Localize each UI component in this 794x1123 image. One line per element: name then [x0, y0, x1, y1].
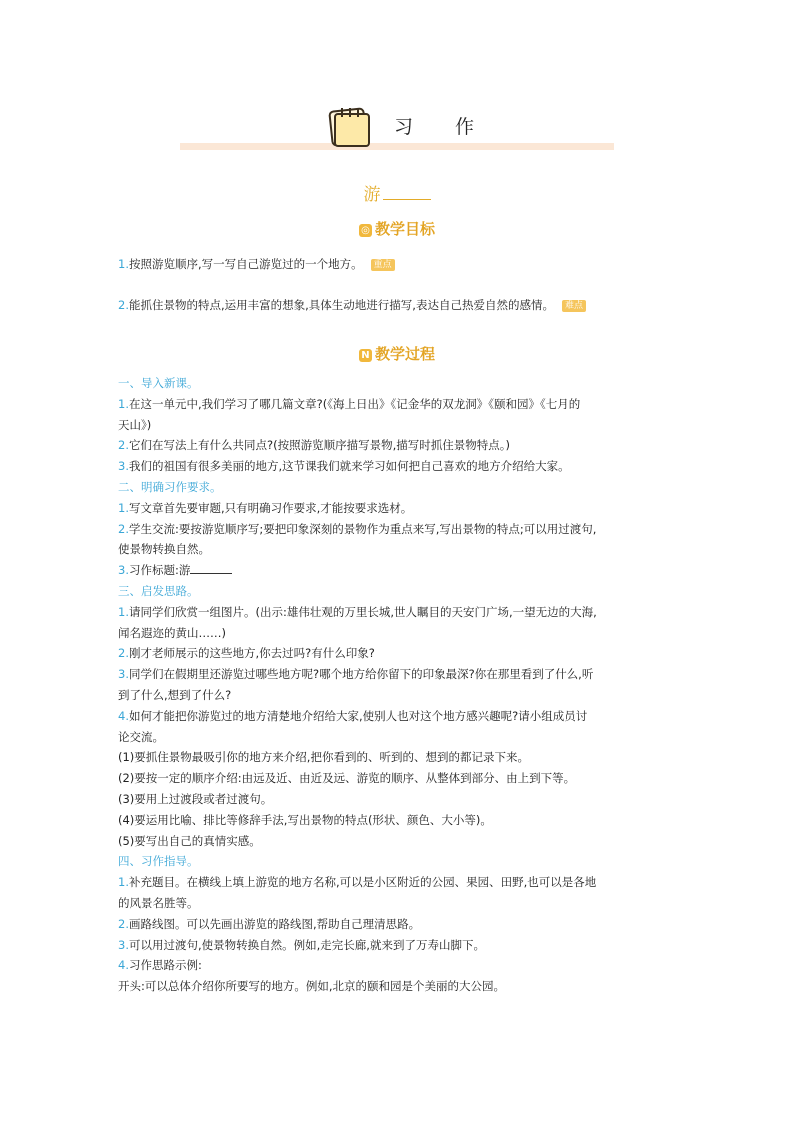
process-line — [118, 976, 678, 997]
notebook-icon — [326, 102, 372, 148]
process-line — [118, 768, 678, 789]
line-number: 3. — [118, 459, 129, 474]
step-heading: 一、导入新课。 — [118, 376, 199, 390]
difficulty-badge: 难点 — [562, 300, 586, 312]
process-icon: N — [359, 349, 372, 362]
line-text: 论交流。 — [118, 729, 164, 744]
goal-text: 能抓住景物的特点,运用丰富的想象,具体生动地进行描写,表达自己热爱自然的感情。 — [128, 298, 554, 312]
step-heading: 二、明确习作要求。 — [118, 479, 222, 494]
line-text: 如何才能把你游览过的地方清楚地介绍给大家,使别人也对这个地方感兴趣呢?请小组成员讨 — [128, 708, 588, 723]
line-number: 1. — [118, 604, 129, 619]
line-text: 到了什么,想到了什么? — [118, 687, 232, 702]
page-header — [180, 98, 614, 152]
process-line — [118, 706, 678, 727]
title-blank — [190, 561, 232, 574]
line-text: 闻名遐迩的黄山……) — [118, 625, 226, 640]
line-text: 同学们在假期里还游览过哪些地方呢?哪个地方给你留下的印象最深?你在那里看到了什么,听 — [128, 667, 594, 682]
line-text: 可以用过渡句,使景物转换自然。例如,走完长廊,就来到了万寿山脚下。 — [128, 937, 485, 952]
line-number: 2. — [118, 916, 129, 931]
goal-item — [118, 257, 395, 271]
process-line — [118, 914, 678, 935]
process-line — [118, 893, 678, 914]
line-number: 3. — [118, 937, 129, 952]
process-line — [118, 810, 678, 831]
line-text: 它们在写法上有什么共同点?(按照游览顺序描写景物,描写时抓住景物特点。) — [128, 438, 510, 453]
process-line — [118, 623, 678, 644]
process-line — [118, 602, 678, 623]
line-text: 请同学们欣赏一组图片。(出示:雄伟壮观的万里长城,世人瞩目的天安门广场,一望无边的大海, — [128, 604, 597, 619]
goal-num: 1. — [118, 257, 129, 271]
process-line — [118, 539, 678, 560]
lesson-process — [118, 373, 678, 997]
essay-topic-text: 游 — [363, 185, 381, 205]
topic-blank — [383, 183, 431, 200]
line-number: 3. — [118, 563, 129, 578]
line-text: (1)要抓住景物最吸引你的地方来介绍,把你看到的、听到的、想到的都记录下来。 — [118, 750, 529, 765]
line-text: 我们的祖国有很多美丽的地方,这节课我们就来学习如何把自己喜欢的地方介绍给大家。 — [128, 459, 570, 474]
line-number: 2. — [118, 438, 129, 453]
process-heading-text: 教学过程 — [374, 345, 435, 363]
process-line — [118, 643, 678, 664]
line-number: 1. — [118, 396, 129, 411]
goal-text: 按照游览顺序,写一写自己游览过的一个地方。 — [128, 257, 363, 271]
process-line — [118, 727, 678, 748]
line-text: (4)要运用比喻、排比等修辞手法,写出景物的特点(形状、颜色、大小等)。 — [118, 812, 492, 827]
process-line — [118, 935, 678, 956]
step-heading: 三、启发思路。 — [118, 583, 199, 598]
line-text: 学生交流:要按游览顺序写;要把印象深刻的景物作为重点来写,写出景物的特点;可以用过渡句, — [128, 521, 597, 536]
header-underline — [180, 143, 614, 150]
line-text: (5)要写出自己的真情实感。 — [118, 833, 261, 848]
process-line — [118, 560, 678, 581]
line-number: 1. — [118, 875, 129, 890]
line-text: 开头:可以总体介绍你所要写的地方。例如,北京的颐和园是个美丽的大公园。 — [118, 979, 506, 994]
process-line — [118, 685, 678, 706]
process-line — [118, 747, 678, 768]
line-text: 天山》) — [118, 417, 152, 432]
process-line — [118, 872, 678, 893]
process-line — [118, 955, 678, 976]
goal-num: 2. — [118, 298, 129, 312]
line-text: 习作标题:游 — [128, 563, 191, 578]
line-number: 1. — [118, 500, 129, 515]
process-heading — [0, 343, 794, 364]
target-icon: ◎ — [359, 224, 372, 237]
line-text: (3)要用上过渡段或者过渡句。 — [118, 791, 273, 806]
line-number: 3. — [118, 667, 129, 682]
line-number: 4. — [118, 708, 129, 723]
line-number: 4. — [118, 958, 129, 973]
process-line — [118, 456, 678, 477]
step-heading: 四、习作指导。 — [118, 854, 199, 869]
process-line — [118, 664, 678, 685]
line-text: 画路线图。可以先画出游览的路线图,帮助自己理清思路。 — [128, 916, 421, 931]
process-line — [118, 519, 678, 540]
goals-heading-text: 教学目标 — [374, 220, 435, 238]
line-text: 习作思路示例: — [128, 958, 202, 973]
line-number: 2. — [118, 521, 129, 536]
line-text: 的风景名胜等。 — [118, 895, 199, 910]
goals-heading — [0, 218, 794, 239]
line-number: 2. — [118, 646, 129, 661]
line-text: 使景物转换自然。 — [118, 542, 210, 557]
key-point-badge: 重点 — [371, 259, 395, 271]
process-line — [118, 394, 678, 415]
line-text: (2)要按一定的顺序介绍:由远及近、由近及远、游览的顺序、从整体到部分、由上到下等。 — [118, 771, 576, 786]
line-text: 刚才老师展示的这些地方,你去过吗?有什么印象? — [128, 646, 375, 661]
process-line — [118, 831, 678, 852]
line-text: 补充题目。在横线上填上游览的地方名称,可以是小区附近的公园、果园、田野,也可以是各地 — [128, 875, 597, 890]
process-line — [118, 498, 678, 519]
goal-item — [118, 298, 586, 312]
process-line — [118, 789, 678, 810]
page-title: 习作 — [394, 116, 517, 138]
line-text: 在这一单元中,我们学习了哪几篇文章?(《海上日出》《记金华的双龙洞》《颐和园》《七月的 — [128, 396, 581, 411]
essay-topic — [0, 180, 794, 205]
process-line — [118, 415, 678, 436]
line-text: 写文章首先要审题,只有明确习作要求,才能按要求选材。 — [128, 500, 413, 515]
process-line — [118, 435, 678, 456]
